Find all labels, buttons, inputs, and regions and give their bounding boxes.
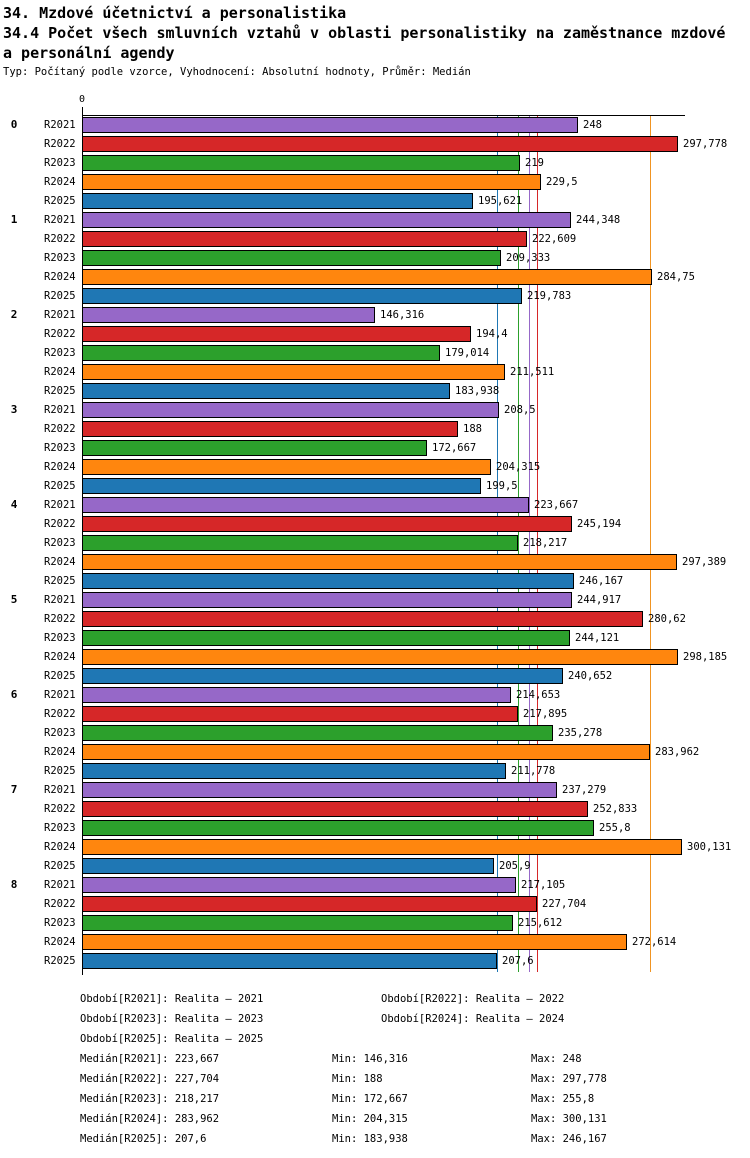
bar [82, 364, 505, 380]
bar-year-label: R2024 [44, 936, 76, 948]
report-subtitle: Typ: Počítaný podle vzorce, Vyhodnocení: Absolutní hodnoty, Průměr: Medián [3, 66, 471, 78]
group-label: 8 [10, 878, 18, 891]
bar [82, 820, 594, 836]
bar-value-label: 300,131 [687, 841, 732, 853]
bar [82, 801, 588, 817]
bar-year-label: R2023 [44, 822, 76, 834]
bar [82, 535, 518, 551]
bar-value-label: 183,938 [455, 385, 500, 397]
bar [82, 706, 518, 722]
stats-median: Medián[R2021]: 223,667 [80, 1053, 220, 1065]
bar-value-label: 207,6 [502, 955, 534, 967]
bar [82, 345, 440, 361]
bar [82, 288, 522, 304]
bar-year-label: R2025 [44, 955, 76, 967]
bar-value-label: 227,704 [542, 898, 587, 910]
stats-max: Max: 300,131 [531, 1113, 607, 1125]
stats-median: Medián[R2025]: 207,6 [80, 1133, 207, 1145]
bar-year-label: R2025 [44, 575, 76, 587]
bar-year-label: R2022 [44, 328, 76, 340]
bar-year-label: R2025 [44, 195, 76, 207]
bar [82, 687, 511, 703]
bar-year-label: R2025 [44, 765, 76, 777]
report-title-line1: 34. Mzdové účetnictví a personalistika [3, 4, 347, 22]
stats-max: Max: 246,167 [531, 1133, 607, 1145]
stats-max: Max: 255,8 [531, 1093, 595, 1105]
bar [82, 497, 529, 513]
bar [82, 440, 427, 456]
report-title-line3: a personální agendy [3, 44, 175, 62]
bar-value-label: 297,778 [683, 138, 728, 150]
report-title-line2: 34.4 Počet všech smluvních vztahů v oblasti personalistiky na zaměstnance mzdové [3, 24, 726, 42]
x-axis-zero-tick-label: 0 [78, 94, 86, 105]
group-label: 7 [10, 783, 18, 796]
bar [82, 782, 557, 798]
legend-item: Období[R2023]: Realita – 2023 [80, 1013, 264, 1025]
group-label: 5 [10, 593, 18, 606]
bar-year-label: R2022 [44, 898, 76, 910]
bar-value-label: 229,5 [546, 176, 578, 188]
bar [82, 516, 572, 532]
bar-year-label: R2023 [44, 632, 76, 644]
stats-median: Medián[R2024]: 283,962 [80, 1113, 220, 1125]
bar [82, 896, 537, 912]
bar-value-label: 217,895 [523, 708, 568, 720]
bar [82, 117, 578, 133]
bar [82, 592, 572, 608]
bar-value-label: 244,121 [575, 632, 620, 644]
bar-year-label: R2025 [44, 860, 76, 872]
bar [82, 250, 501, 266]
bar [82, 421, 458, 437]
bar [82, 326, 471, 342]
bar-year-label: R2022 [44, 233, 76, 245]
bar-value-label: 283,962 [655, 746, 700, 758]
legend-item: Období[R2022]: Realita – 2022 [381, 993, 565, 1005]
bar [82, 554, 677, 570]
group-label: 2 [10, 308, 18, 321]
bar-year-label: R2024 [44, 461, 76, 473]
bar-value-label: 235,278 [558, 727, 603, 739]
legend-item: Období[R2025]: Realita – 2025 [80, 1033, 264, 1045]
bar-year-label: R2021 [44, 594, 76, 606]
bar-value-label: 188 [463, 423, 482, 435]
bar-year-label: R2024 [44, 841, 76, 853]
group-label: 3 [10, 403, 18, 416]
bar-value-label: 215,612 [518, 917, 563, 929]
bar-year-label: R2023 [44, 727, 76, 739]
bar-year-label: R2022 [44, 138, 76, 150]
bar-value-label: 248 [583, 119, 602, 131]
bar-value-label: 223,667 [534, 499, 579, 511]
bar [82, 459, 491, 475]
bar [82, 136, 678, 152]
bar-year-label: R2024 [44, 651, 76, 663]
bar [82, 383, 450, 399]
bar-value-label: 244,348 [576, 214, 621, 226]
bar-value-label: 240,652 [568, 670, 613, 682]
bar-year-label: R2021 [44, 404, 76, 416]
legend-item: Období[R2024]: Realita – 2024 [381, 1013, 565, 1025]
bar-value-label: 252,833 [593, 803, 638, 815]
stats-min: Min: 188 [332, 1073, 383, 1085]
bar-year-label: R2021 [44, 689, 76, 701]
stats-median: Medián[R2023]: 218,217 [80, 1093, 220, 1105]
bar [82, 877, 516, 893]
stats-max: Max: 297,778 [531, 1073, 607, 1085]
bar-year-label: R2023 [44, 537, 76, 549]
bar [82, 231, 527, 247]
group-label: 1 [10, 213, 18, 226]
bar-year-label: R2025 [44, 290, 76, 302]
bar-value-label: 194,4 [476, 328, 508, 340]
bar [82, 174, 541, 190]
bar-value-label: 146,316 [380, 309, 425, 321]
bar [82, 269, 652, 285]
bar-year-label: R2022 [44, 803, 76, 815]
bar-year-label: R2024 [44, 271, 76, 283]
bar-value-label: 179,014 [445, 347, 490, 359]
bar [82, 402, 499, 418]
bar-value-label: 172,667 [432, 442, 477, 454]
bar-year-label: R2022 [44, 613, 76, 625]
bar-value-label: 255,8 [599, 822, 631, 834]
bar-year-label: R2024 [44, 746, 76, 758]
bar-year-label: R2021 [44, 499, 76, 511]
bar [82, 725, 553, 741]
bar-value-label: 219 [525, 157, 544, 169]
bar [82, 668, 563, 684]
bar-value-label: 245,194 [577, 518, 622, 530]
bar-value-label: 205,9 [499, 860, 531, 872]
bar-year-label: R2021 [44, 879, 76, 891]
bar-value-label: 244,917 [577, 594, 622, 606]
bar-value-label: 195,621 [478, 195, 523, 207]
bar-year-label: R2022 [44, 518, 76, 530]
bar [82, 934, 627, 950]
group-label: 6 [10, 688, 18, 701]
stats-max: Max: 248 [531, 1053, 582, 1065]
bar-year-label: R2021 [44, 309, 76, 321]
bar-value-label: 217,105 [521, 879, 566, 891]
group-label: 4 [10, 498, 18, 511]
bar-value-label: 211,511 [510, 366, 555, 378]
bar-value-label: 280,62 [648, 613, 686, 625]
bar-year-label: R2025 [44, 480, 76, 492]
bar-value-label: 237,279 [562, 784, 607, 796]
bar-value-label: 209,333 [506, 252, 551, 264]
x-axis-line [82, 115, 685, 116]
bar-year-label: R2023 [44, 252, 76, 264]
bar-value-label: 284,75 [657, 271, 695, 283]
bar [82, 573, 574, 589]
bar-year-label: R2021 [44, 214, 76, 226]
bar-year-label: R2024 [44, 556, 76, 568]
bar-value-label: 246,167 [579, 575, 624, 587]
stats-min: Min: 172,667 [332, 1093, 408, 1105]
bar-value-label: 222,609 [532, 233, 577, 245]
bar [82, 307, 375, 323]
bar-year-label: R2022 [44, 708, 76, 720]
bar-year-label: R2024 [44, 176, 76, 188]
bar-value-label: 211,778 [511, 765, 556, 777]
bar [82, 744, 650, 760]
bar-value-label: 272,614 [632, 936, 677, 948]
stats-min: Min: 183,938 [332, 1133, 408, 1145]
bar-year-label: R2021 [44, 119, 76, 131]
bar [82, 915, 513, 931]
bar-value-label: 204,315 [496, 461, 541, 473]
bar-value-label: 214,653 [516, 689, 561, 701]
bar [82, 212, 571, 228]
y-axis-line [82, 107, 83, 975]
bar-year-label: R2023 [44, 347, 76, 359]
bar [82, 611, 643, 627]
bar-year-label: R2025 [44, 385, 76, 397]
bar-value-label: 218,217 [523, 537, 568, 549]
bar [82, 193, 473, 209]
bar-value-label: 298,185 [683, 651, 728, 663]
bar-value-label: 208,5 [504, 404, 536, 416]
bar [82, 155, 520, 171]
bar [82, 630, 570, 646]
bar-year-label: R2021 [44, 784, 76, 796]
bar [82, 763, 506, 779]
bar-year-label: R2023 [44, 917, 76, 929]
legend-item: Období[R2021]: Realita – 2021 [80, 993, 264, 1005]
bar [82, 858, 494, 874]
bar-year-label: R2023 [44, 442, 76, 454]
bar [82, 953, 497, 969]
bar-year-label: R2023 [44, 157, 76, 169]
bar-year-label: R2025 [44, 670, 76, 682]
bar-value-label: 297,389 [682, 556, 727, 568]
stats-min: Min: 146,316 [332, 1053, 408, 1065]
bar [82, 839, 682, 855]
stats-median: Medián[R2022]: 227,704 [80, 1073, 220, 1085]
bar-year-label: R2022 [44, 423, 76, 435]
bar-value-label: 219,783 [527, 290, 572, 302]
bar [82, 649, 678, 665]
bar [82, 478, 481, 494]
stats-min: Min: 204,315 [332, 1113, 408, 1125]
bar-value-label: 199,5 [486, 480, 518, 492]
bar-year-label: R2024 [44, 366, 76, 378]
group-label: 0 [10, 118, 18, 131]
